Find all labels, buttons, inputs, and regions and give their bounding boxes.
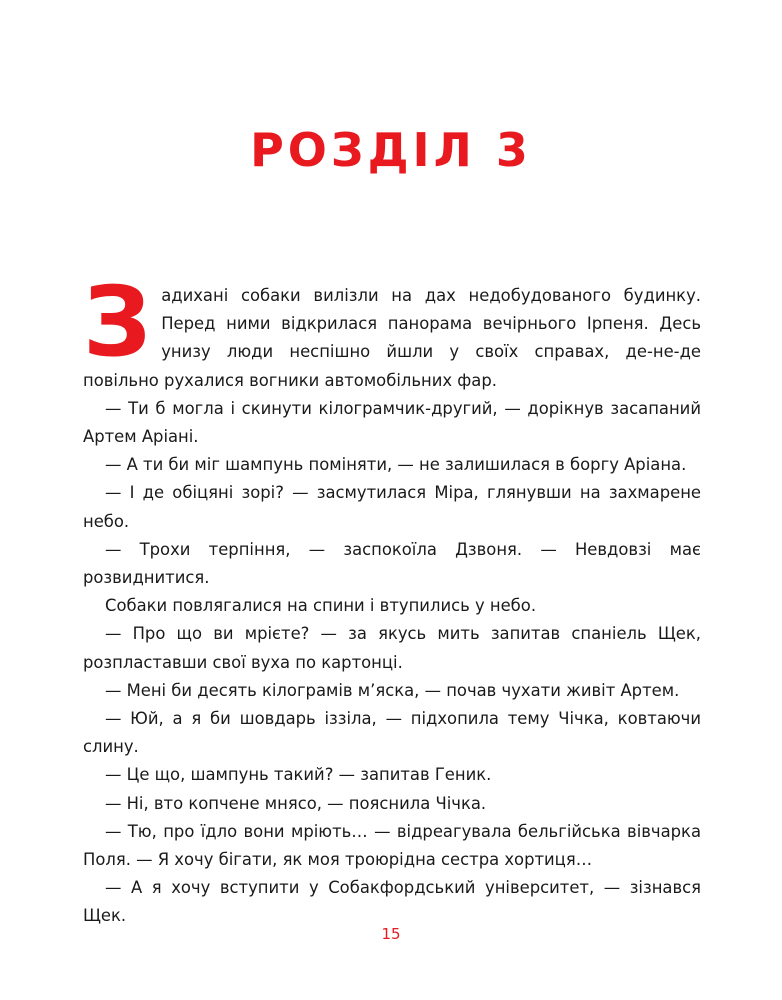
opening-paragraph-text: адихані собаки вилізли на дах недобудованого будинку. Перед ними відкрилася панорама вечірнього Ірпеня. Десь унизу люди неспішно йшли у своїх справах, де-не-де повільно рухалися вогники автомобільних фар. xyxy=(83,286,701,390)
dialogue-paragraph: — А ти би міг шампунь поміняти, — не залишилася в боргу Аріана. xyxy=(105,455,687,475)
dialogue-paragraph: — Юй, а я би шовдарь іззіла, — підхопила тему Чічка, ковтаючи слину. xyxy=(83,709,701,757)
dialogue-paragraph: — Ти б могла і скинути кілограмчик-другий, — дорікнув засапаний Артем Аріані. xyxy=(83,398,701,447)
drop-cap-letter: З xyxy=(83,266,152,378)
dialogue-paragraph: — Про що ви мрієте? — за якусь мить запитав спаніель Щек, розпластавши свої вуха по картонці. xyxy=(83,624,701,672)
page-number: 15 xyxy=(381,925,401,943)
chapter-body xyxy=(83,266,701,931)
chapter-title: РОЗДІЛ 3 xyxy=(250,123,532,177)
narrative-paragraph: Собаки повлягалися на спини і втупились у небо. xyxy=(105,596,537,616)
dialogue-paragraph: — Це що, шампунь такий? — запитав Геник. xyxy=(105,765,492,785)
dialogue-paragraph: — Ні, вто копчене мнясо, — пояснила Чічка. xyxy=(105,793,487,813)
dialogue-paragraph: — А я хочу вступити у Собакфордський університет, — зізнався Щек. xyxy=(83,878,701,926)
opening-paragraph xyxy=(83,266,701,395)
dialogue-paragraph: — І де обіцяні зорі? — засмутилася Міра, глянувши на захмарене небо. xyxy=(83,483,701,531)
dialogue-paragraph: — Трохи терпіння, — заспокоїла Дзвоня. — Невдовзі має розвиднитися. xyxy=(83,539,701,588)
dialogue-paragraph: — Тю, про їдло вони мріють… — відреагувала бельгійська вівчарка Поля. — Я хочу бігати, як моя троюрідна сестра хортиця… xyxy=(83,821,701,870)
dialogue-paragraph: — Мені би десять кілограмів м’яска, — почав чухати живіт Артем. xyxy=(105,680,680,700)
